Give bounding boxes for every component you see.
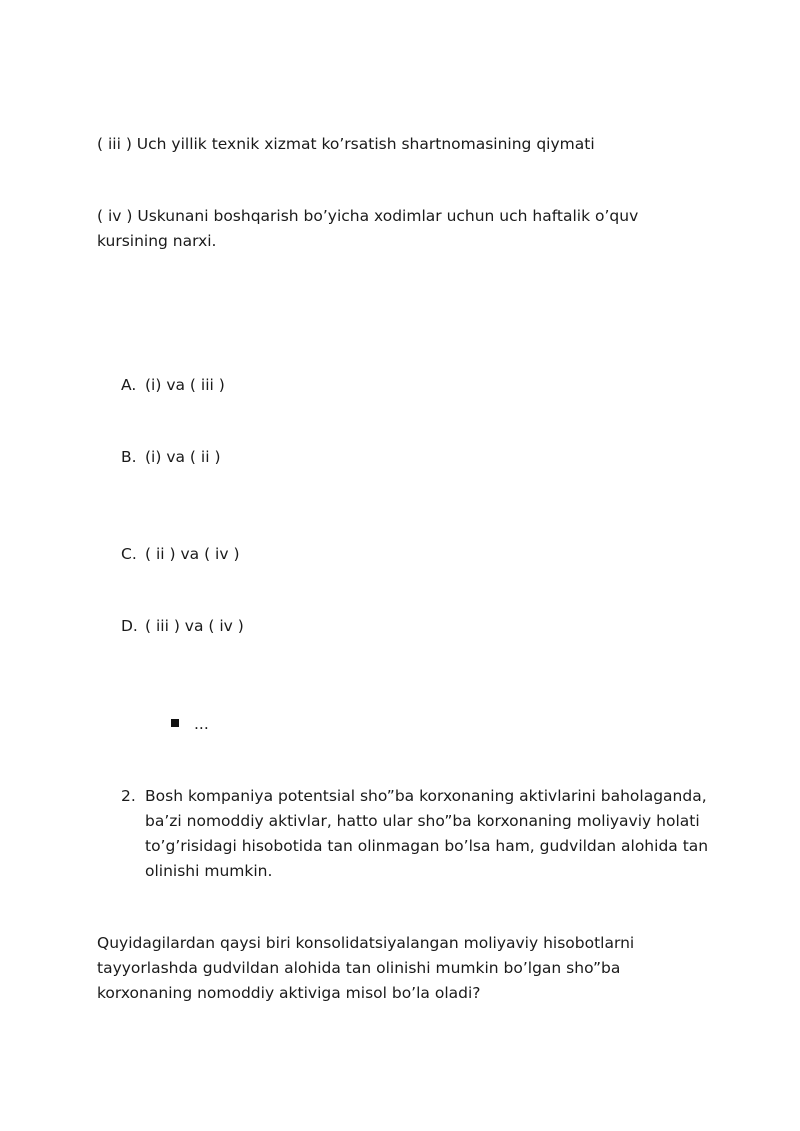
option-a-text: (i) va ( iii ) bbox=[145, 376, 225, 394]
bullet-item bbox=[171, 712, 209, 737]
option-b bbox=[121, 445, 221, 470]
option-b-letter: B. bbox=[121, 448, 137, 466]
option-d bbox=[121, 614, 244, 639]
option-a bbox=[121, 373, 225, 398]
question-2-number: 2. bbox=[121, 787, 136, 805]
option-a-letter: A. bbox=[121, 376, 137, 394]
paragraph-item-iv: ( iv ) Uskunani boshqarish bo’yicha xodimlar uchun uch haftalik o’quv kursining narxi. bbox=[97, 207, 639, 250]
option-c bbox=[121, 542, 240, 567]
option-c-text: ( ii ) va ( iv ) bbox=[145, 545, 240, 563]
option-d-letter: D. bbox=[121, 617, 138, 635]
option-d-text: ( iii ) va ( iv ) bbox=[145, 617, 244, 635]
paragraph-item-iii: ( iii ) Uch yillik texnik xizmat ko’rsatish shartnomasining qiymati bbox=[97, 135, 595, 153]
final-question: Quyidagilardan qaysi biri konsolidatsiyalangan moliyaviy hisobotlarni tayyorlashda gudvildan alohida tan olinishi mumkin bo’lgan sho”ba korxonaning nomoddiy aktiviga misol bo’la oladi? bbox=[97, 934, 635, 1002]
option-c-letter: C. bbox=[121, 545, 137, 563]
question-2 bbox=[121, 784, 711, 884]
square-bullet-icon bbox=[171, 719, 179, 727]
bullet-text: ... bbox=[194, 715, 209, 733]
question-2-text: Bosh kompaniya potentsial sho”ba korxonaning aktivlarini baholaganda, ba’zi nomoddiy aktivlar, hatto ular sho”ba korxonaning moliyaviy holati to’g’risidagi hisobotida tan olinmagan bo’lsa ham, gudvildan alohida tan olinishi mumkin. bbox=[145, 787, 709, 880]
option-b-text: (i) va ( ii ) bbox=[145, 448, 221, 466]
